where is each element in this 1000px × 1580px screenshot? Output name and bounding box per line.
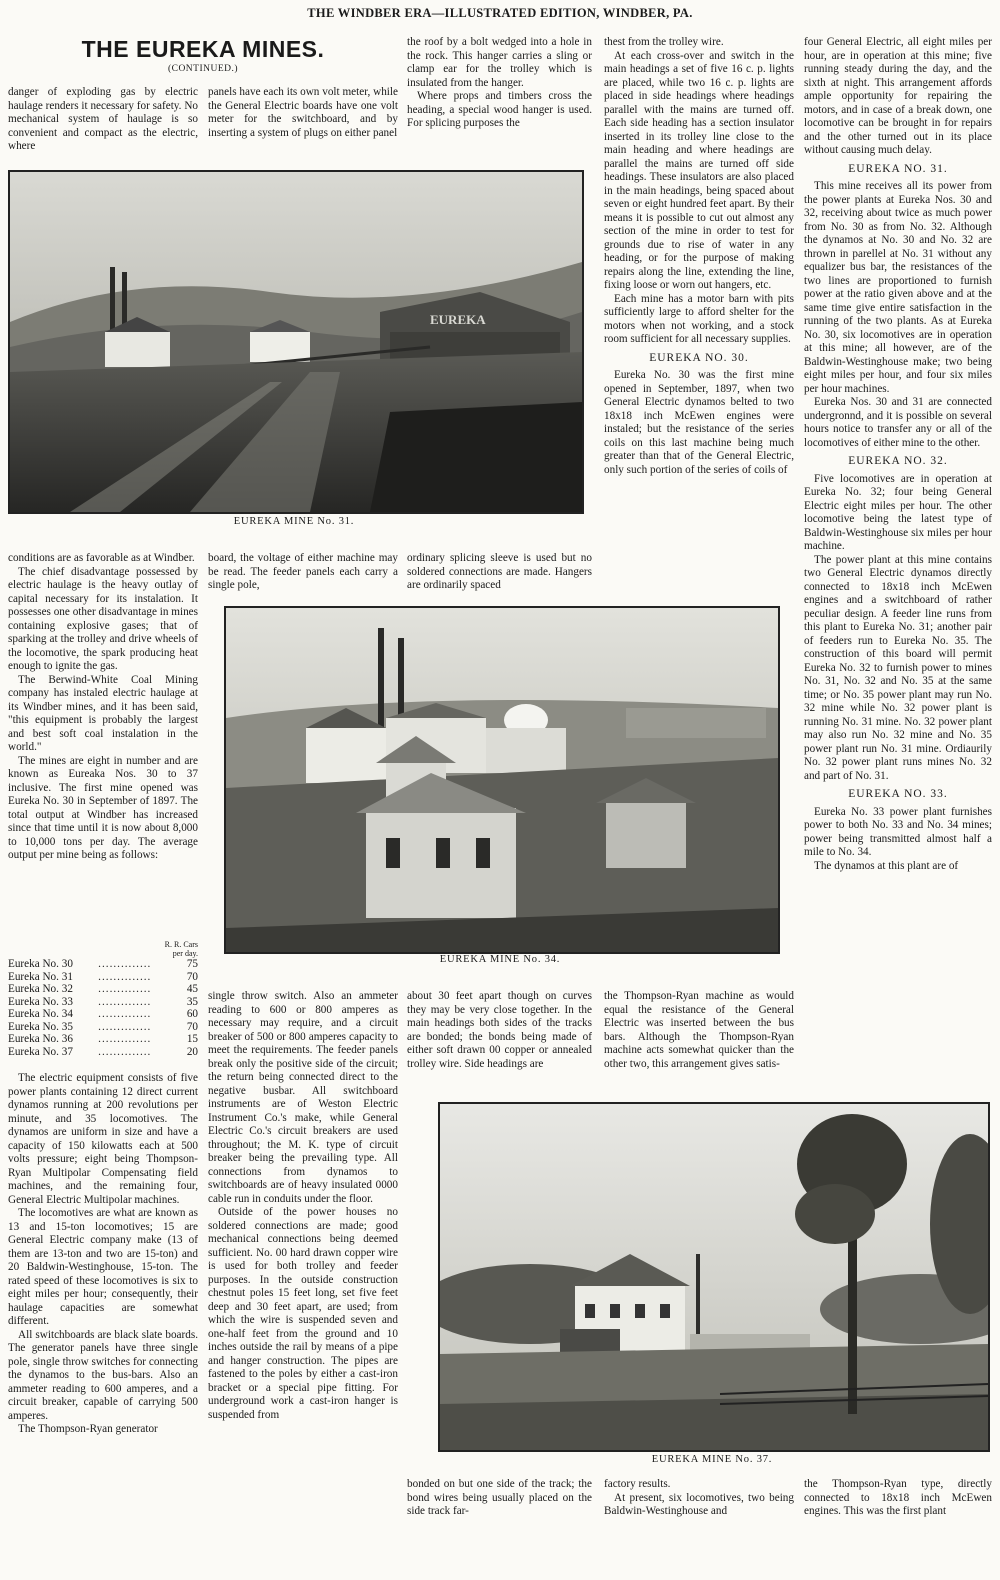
paragraph: Outside of the power houses no soldered connections are made; good mechanical connections being deemed sufficient. No. 00 hard drawn copper wire is used for both trolley and feeder purposes. In the outside construction chestnut poles 15 feet long, set five feet deep and 30 feet apart, are used; from which the wire is suspended seven and one-half feet from the ground and 10 inches outside the rail by means of a pipe and hanger construction. The pipes are fastened to the poles by either a cast-iron bracket or a special pipe fitting. For underground work a cast-iron hanger is suspended from bbox=[208, 1206, 398, 1421]
paragraph: Eureka Nos. 30 and 31 are connected undergronnd, and it is possible on several hours notice to transfer any or all of the locomotives of either mine to the other. bbox=[804, 396, 992, 449]
column-1-middle bbox=[8, 552, 198, 940]
paragraph: ordinary splicing sleeve is used but no soldered connections are made. Hangers are ordinarily spaced bbox=[407, 552, 592, 591]
paragraph: thest from the trolley wire. bbox=[604, 36, 724, 48]
mine-name-cell: Eureka No. 31 bbox=[8, 970, 73, 983]
paragraph: the Thompson-Ryan machine as would equal the resistance of the General Electric was inserted between the bus bars. Although the Thompson-Ryan machine acts somewhat quicker than the other two, this arrangement gives satis- bbox=[604, 990, 794, 1070]
leader-dots: .............. bbox=[98, 1033, 152, 1045]
cars-per-day-cell: 20 bbox=[186, 1045, 198, 1058]
column-5 bbox=[804, 36, 992, 1094]
paragraph: panels have each its own volt meter, while the General Electric boards have one volt meter for the switchboard, and by inserting a system of plugs on either panel bbox=[208, 86, 398, 139]
article-subtitle: (CONTINUED.) bbox=[167, 64, 239, 74]
mine-name-cell: Eureka No. 34 bbox=[8, 1008, 73, 1020]
photo-eureka-mine-37-image bbox=[440, 1104, 988, 1450]
mine-name-cell: Eureka No. 37 bbox=[8, 1045, 73, 1058]
paragraph: Eureka No. 33 power plant furnishes power to both No. 33 and No. 34 mines; power being transmitted almost half a mile to No. 34. bbox=[804, 805, 992, 858]
mine-name-cell: Eureka No. 36 bbox=[8, 1033, 73, 1045]
caption-eureka-mine-31: EUREKA MINE No. 31. bbox=[233, 516, 355, 527]
caption-eureka-mine-34: EUREKA MINE No. 34. bbox=[439, 954, 561, 965]
output-table-row bbox=[8, 1021, 198, 1034]
paragraph: about 30 feet apart though on curves they may be very close together. In the main headings both sides of the tracks are bonded; the bonds being made of either soft drawn 00 copper or annealed trolley wire. Side headings are bbox=[407, 990, 592, 1070]
column-3-lower bbox=[407, 990, 592, 1078]
mine-name-cell: Eureka No. 30 bbox=[8, 958, 73, 970]
cars-per-day-cell: 60 bbox=[186, 1008, 198, 1020]
article-title: THE EUREKA MINES. bbox=[81, 36, 325, 62]
paragraph: four General Electric, all eight miles per hour, are in operation at this mine; five running steady during the day, and the sixth at night. This arrangement affords ample opportunity for repairing the motors, and in case of a break down, one locomotive can be brought in for repairs and the other turned out in its place without causing much delay. bbox=[804, 36, 992, 156]
paragraph: Each mine has a motor barn with pits sufficiently large to afford shelter for the motors when not working, and a stock room sufficient for all necessary supplies. bbox=[604, 292, 794, 345]
column-1-top bbox=[8, 86, 198, 158]
output-table-row bbox=[8, 971, 198, 984]
paragraph: At each cross-over and switch in the main headings a set of five 16 c. p. lights are placed, while two 16 c. p. lights are placed in side headings where headings parallel with the mains are turned off. Each side heading has a section insulator inserted in its trolley line close to the main heading and where headings are parallel the mains are turned off side headings. These insulators are also placed in the main headings, being spaced about seven or eight hundred feet apart. By their means it is possible to cut out almost any section of the mine in order to test for grounds due to rise of water in any heading, or for the purpose of making repairs along the line, extending the line, fixing loose or worn out hangers, etc. bbox=[604, 49, 794, 291]
cars-per-day-cell: 35 bbox=[186, 995, 198, 1008]
leader-dots: .............. bbox=[98, 1008, 152, 1020]
paragraph: bonded on but one side of the track; the bond wires being usually placed on the side track far- bbox=[407, 1478, 592, 1517]
photo-eureka-mine-34 bbox=[224, 606, 780, 954]
output-table bbox=[8, 938, 198, 1058]
paragraph: danger of exploding gas by electric haulage renders it necessary for safety. No mechanical system of haulage is so convenient and compact as the electric, where bbox=[8, 86, 198, 152]
cars-per-day-cell: 75 bbox=[186, 958, 198, 970]
paragraph: the roof by a bolt wedged into a hole in the rock. This hanger carries a sling or clamp ear for the trolley which is insulated from the hanger. bbox=[407, 36, 592, 89]
mine-name-cell: Eureka No. 35 bbox=[8, 1020, 73, 1033]
section-heading-eureka-32: EUREKA NO. 32. bbox=[848, 455, 948, 467]
photo-eureka-mine-34-image bbox=[226, 608, 778, 952]
column-4-bottom bbox=[604, 1478, 794, 1540]
cars-per-day-cell: 70 bbox=[186, 970, 198, 983]
cars-per-day-cell: 70 bbox=[186, 1020, 198, 1033]
leader-dots: .............. bbox=[98, 995, 152, 1008]
paragraph: All switchboards are black slate boards. The generator panels have three single pole, single throw switches for connecting the dynamos to the bus-bars. Also an ammeter reading to 600 amperes, and a circuit breaker, capable of carrying 500 amperes. bbox=[8, 1328, 198, 1422]
leader-dots: .............. bbox=[98, 983, 152, 995]
paragraph: The power plant at this mine contains two General Electric dynamos directly connected to 18x18 inch McEwen engines and a switchboard of rather peculiar design. A feeder line runs from this plant to Eureka No. 31; another pair of feeders run to Eureka No. 35. The construction of this board will permit Eureka No. 32 to furnish power to mines No. 31, No. 32 and No. 35 at the same time; or No. 35 power plant may run No. 32 mine while No. 32 power plant is running No. 31 mine. No. 32 power plant may also run No. 32 mine and No. 35 power plant run No. 31 mine. Ordiaurily No. 32 power plant runs mines No. 32 and part of No. 31. bbox=[804, 553, 992, 782]
column-1-lower bbox=[8, 1072, 198, 1542]
caption-eureka-mine-37: EUREKA MINE No. 37. bbox=[651, 1454, 773, 1465]
photo-eureka-mine-31 bbox=[8, 170, 584, 514]
cars-per-day-cell: 15 bbox=[186, 1033, 198, 1045]
paragraph: Five locomotives are in operation at Eureka No. 32; four being General Electric eight miles per hour. The other locomotive being the latest type of Baldwin-Westinghouse six miles per hour machine. bbox=[804, 472, 992, 552]
column-4-top bbox=[604, 36, 794, 594]
paragraph: The Berwind-White Coal Mining company has instaled electric haulage at its Windber mines, and it has been said, "this equipment is probably the largest and best soft coal instalation in the world." bbox=[8, 673, 198, 753]
paragraph: factory results. bbox=[604, 1478, 671, 1490]
mine-name-cell: Eureka No. 33 bbox=[8, 995, 73, 1008]
paragraph: Where props and timbers cross the heading, a special wood hanger is used. For splicing purposes the bbox=[407, 90, 592, 129]
leader-dots: .............. bbox=[98, 970, 152, 983]
output-table-row bbox=[8, 996, 198, 1009]
column-3-middle bbox=[407, 552, 592, 598]
leader-dots: .............. bbox=[98, 1045, 152, 1058]
output-table-row bbox=[8, 1008, 198, 1021]
paragraph: At present, six locomotives, two being Baldwin-Westinghouse and bbox=[604, 1491, 794, 1517]
output-table-header-2: per day. bbox=[172, 949, 198, 958]
paragraph: The mines are eight in number and are known as Eureaka Nos. 30 to 37 inclusive. The first mine opened was Eureka No. 30 in September of 1897. The total output at Windber has increased since that time until it is now about 8,000 to 10,000 tons per day. The average output per mine being as follows: bbox=[8, 754, 198, 861]
column-2-top bbox=[208, 86, 398, 158]
column-3-top bbox=[407, 36, 592, 158]
sign-eureka: EUREKA bbox=[430, 312, 486, 327]
photo-eureka-mine-31-image bbox=[10, 172, 582, 512]
column-5-bottom bbox=[804, 1478, 992, 1540]
paragraph: The locomotives are what are known as 13 and 15-ton locomotives; 15 are General Electric company make (13 of them are 13-ton and two are 15-ton) and 20 Baldwin-Westinghouse, 15-ton. The rated speed of these locomotives is six to eight miles per hour; consequently, their haulage capacities are somewhat different. bbox=[8, 1207, 198, 1327]
paragraph: The chief disadvantage possessed by electric haulage is the heavy outlay of capital necessary for its instalation. It possesses one other disadvantage in mines containing explosive gases; that of sparking at the trolley and drive wheels of the locomotive, the spark producing heat enough to ignite the gas. bbox=[8, 565, 198, 672]
column-3-bottom bbox=[407, 1478, 592, 1540]
photo-eureka-mine-37 bbox=[438, 1102, 990, 1452]
paragraph: This mine receives all its power from the power plants at Eureka Nos. 30 and 32, receiving about twice as much power from No. 30 as from No. 32. Although the dynamos at No. 30 and No. 32 are thrown in parellel at No. 31 without any equalizer bus bar, the resistances of the two lines are proportioned to furnish power at the ratio given above and at the same time give entire satisfaction in the running of the two plants. As at Eureka No. 30, six locomotives are in operation at this mine; all however, are of the Baldwin-Westinghouse make; two being eight miles per hour, and four six miles per hour machines. bbox=[804, 180, 992, 395]
paragraph: The electric equipment consists of five power plants containing 12 direct current dynamos running at 200 revolutions per minute, and 35 locomotives. The dynamos are uniform in size and have a capacity of 150 kilowatts each at 500 volts pressure; eight being Thompson-Ryan Multipolar Compensating field machines, and the remaining four, General Electric Multipolar machines. bbox=[8, 1072, 198, 1206]
output-table-row bbox=[8, 1046, 198, 1059]
output-table-body bbox=[8, 958, 198, 1058]
paragraph: Eureka No. 30 was the first mine opened in September, 1897, when two General Electric dynamos belted to two 18x18 inch McEwen engines were instaled; but the resistance of the series coils on this last machine being much greater than that of the General Electric, only such portion of the series of coils of bbox=[604, 369, 794, 476]
paragraph: single throw switch. Also an ammeter reading to 600 or 800 amperes as necessary may require, and a circuit breaker of 500 or 800 amperes capacity to meet the requirements. The feeder panels break only the positive side of the circuit; the return being connected direct to the negative busbar. All switchboard instruments are of Weston Electric Instrument Co.'s make, while General Electric Co.'s circuit breakers are used throughout; the M. K. type of circuit breaker being the prevailing type. All connections from dynamos to switchboards are of heavy insulated 0000 cable run in conduits under the floor. bbox=[208, 990, 398, 1205]
section-heading-eureka-33: EUREKA NO. 33. bbox=[848, 788, 948, 800]
output-table-row bbox=[8, 958, 198, 971]
output-table-row bbox=[8, 1033, 198, 1046]
output-table-row bbox=[8, 983, 198, 996]
paragraph: conditions are as favorable as at Windber. bbox=[8, 552, 195, 564]
section-heading-eureka-31: EUREKA NO. 31. bbox=[848, 162, 948, 175]
leader-dots: .............. bbox=[98, 958, 152, 970]
leader-dots: .............. bbox=[98, 1020, 152, 1033]
column-2-middle bbox=[208, 552, 398, 598]
paragraph: board, the voltage of either machine may be read. The feeder panels each carry a single pole, bbox=[208, 552, 398, 591]
section-heading-eureka-30: EUREKA NO. 30. bbox=[649, 351, 749, 364]
paragraph: The Thompson-Ryan generator bbox=[18, 1423, 158, 1435]
cars-per-day-cell: 45 bbox=[186, 983, 198, 995]
column-2-lower bbox=[208, 990, 398, 1538]
output-table-header-1: R. R. Cars bbox=[164, 940, 198, 949]
mine-name-cell: Eureka No. 32 bbox=[8, 983, 73, 995]
paragraph: the Thompson-Ryan type, directly connected to 18x18 inch McEwen engines. This was the first plant bbox=[804, 1478, 992, 1517]
masthead: THE WINDBER ERA—ILLUSTRATED EDITION, WINDBER, PA. bbox=[307, 6, 693, 20]
column-4-lower bbox=[604, 990, 794, 1078]
paragraph: The dynamos at this plant are of bbox=[814, 859, 959, 872]
